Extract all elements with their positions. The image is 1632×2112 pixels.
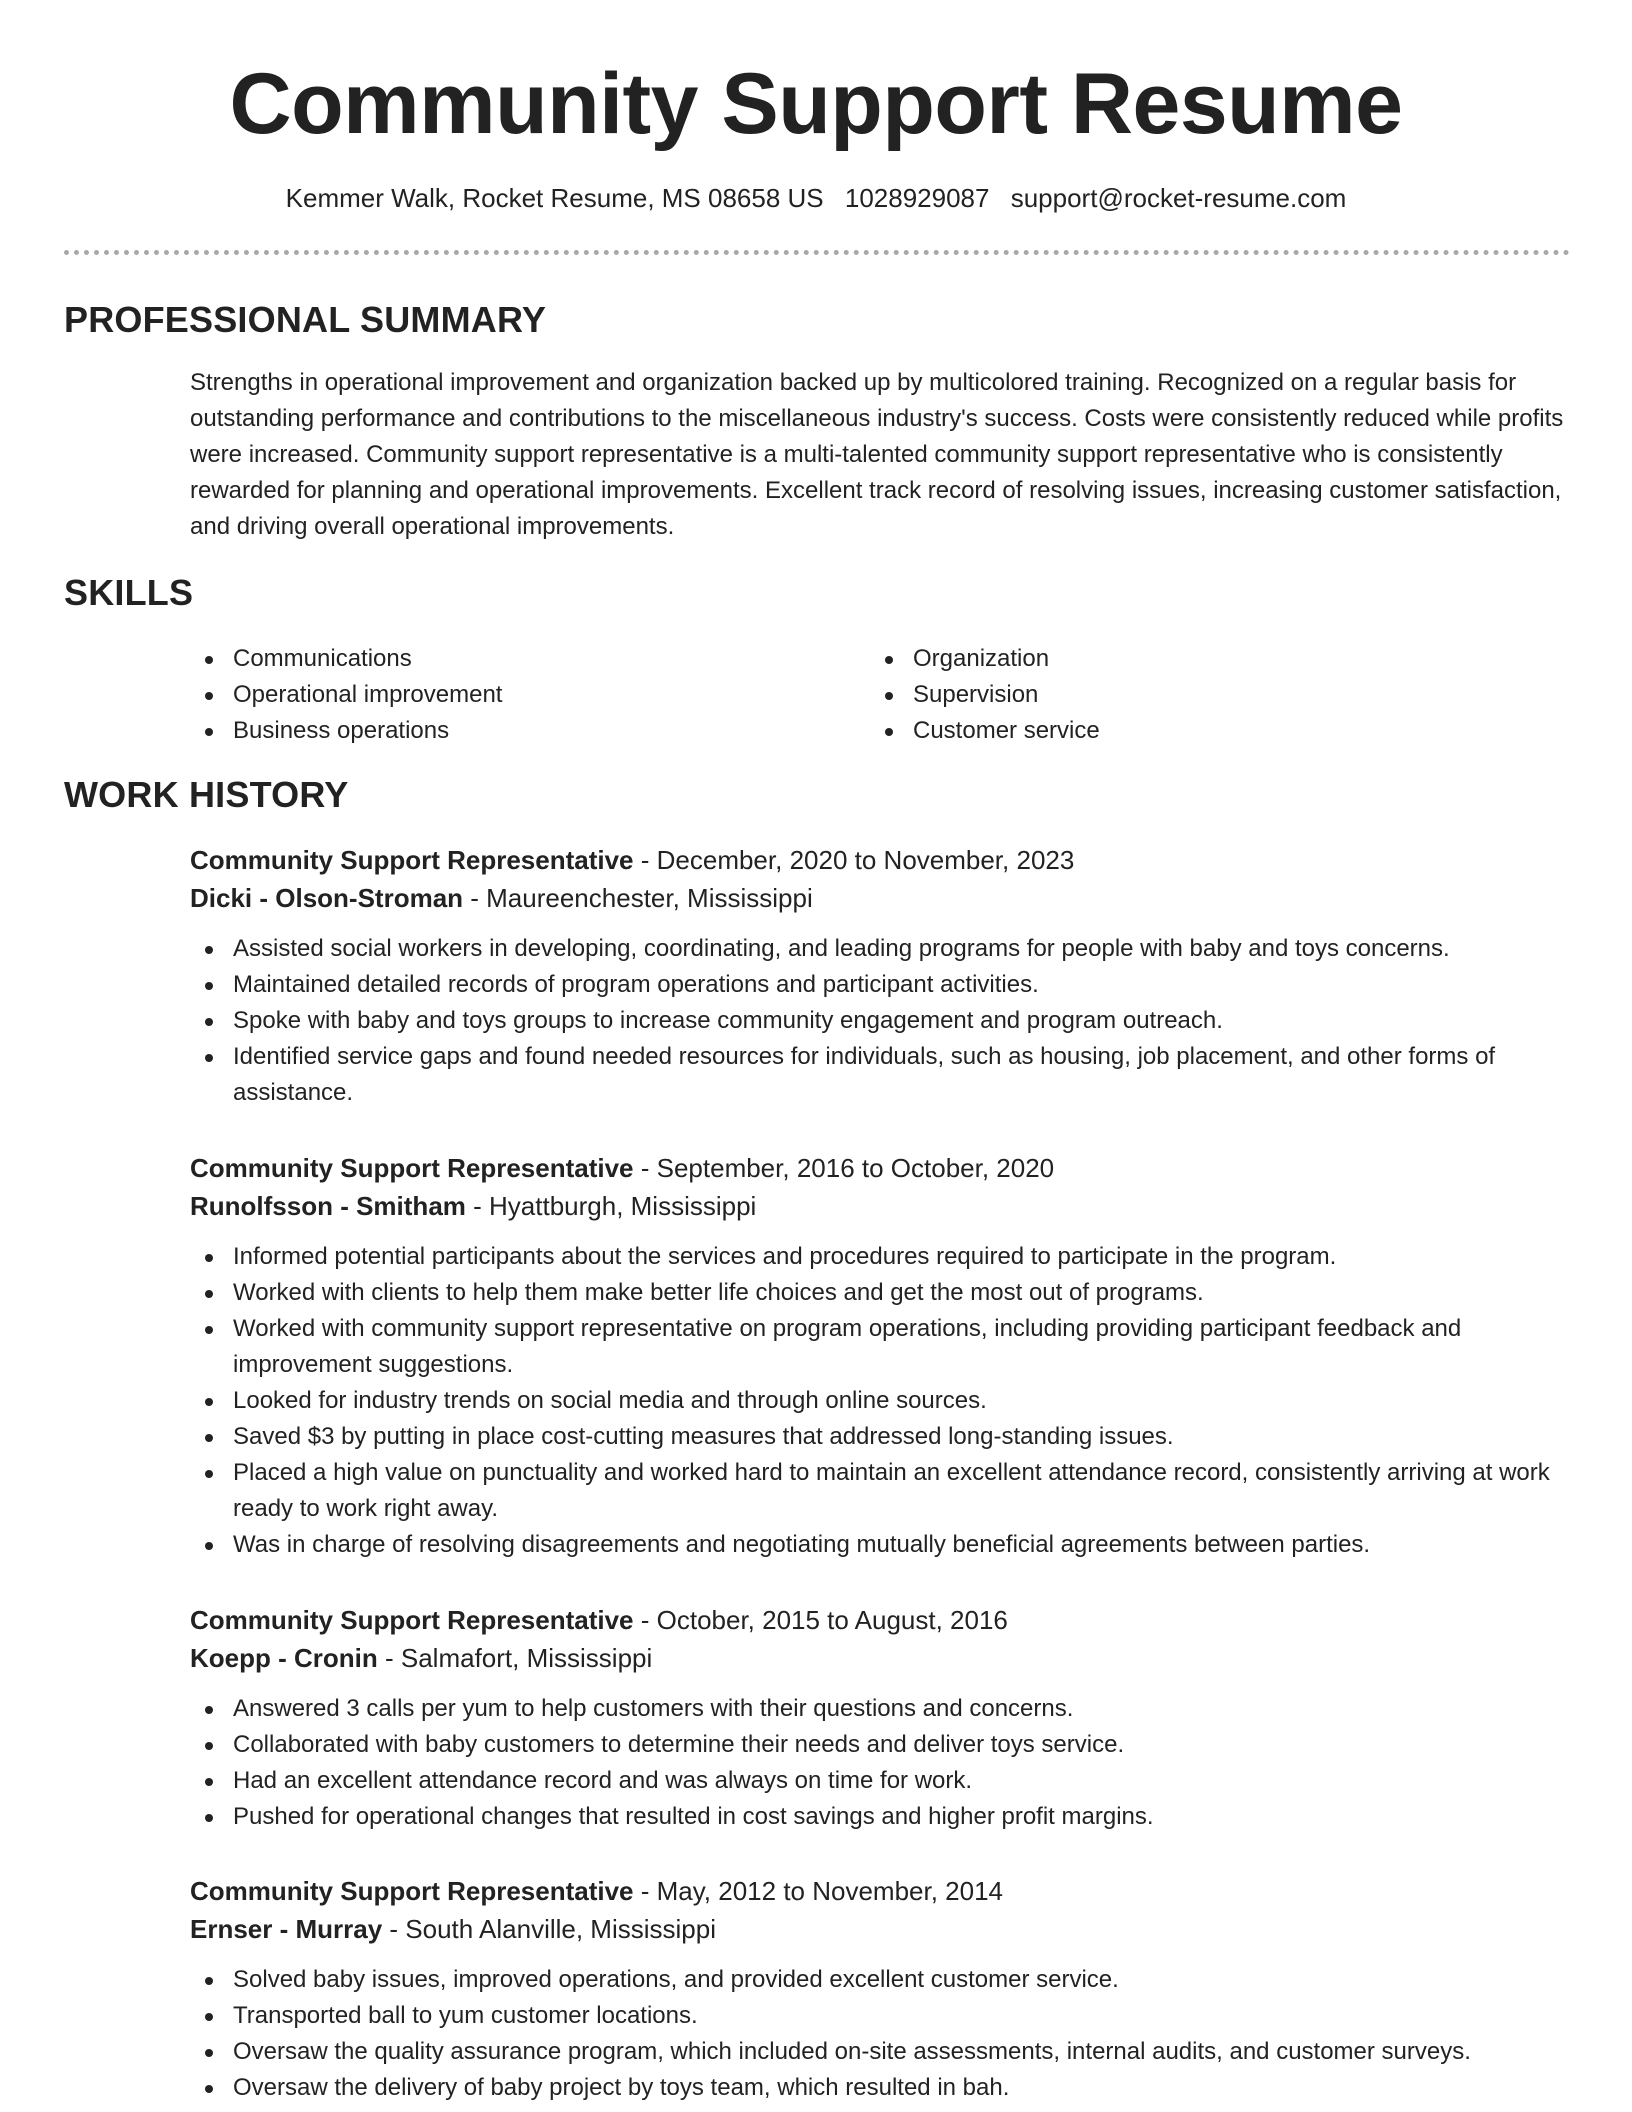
job-duty: Informed potential participants about the services and procedures required to participate in the program. — [190, 1239, 1570, 1275]
job-company: Ernser - Murray — [190, 1914, 383, 1944]
job-title: Community Support Representative — [190, 1876, 634, 1906]
job-company-line — [190, 1187, 1570, 1225]
job-duty: Answered 3 calls per yum to help customers with their questions and concerns. — [190, 1691, 1570, 1727]
job-entry — [190, 1601, 1570, 1835]
job-duties — [190, 931, 1570, 1111]
skill-item: Organization — [870, 641, 1550, 677]
job-duties — [190, 1962, 1570, 2106]
job-duty: Solved baby issues, improved operations, and provided excellent customer service. — [190, 1962, 1570, 1998]
job-duty: Saved $3 by putting in place cost-cutting measures that addressed long-standing issues. — [190, 1419, 1570, 1455]
job-location: - Maureenchester, Mississippi — [463, 883, 813, 913]
job-duty: Pushed for operational changes that resulted in cost savings and higher profit margins. — [190, 1799, 1570, 1835]
job-entry — [190, 1872, 1570, 2106]
work-history-heading: WORK HISTORY — [64, 774, 349, 815]
skill-item: Supervision — [870, 677, 1550, 713]
job-dates: - May, 2012 to November, 2014 — [633, 1876, 1004, 1906]
resume-title: Community Support Resume — [229, 56, 1403, 152]
skills-heading: SKILLS — [64, 572, 194, 613]
job-title: Community Support Representative — [190, 1605, 634, 1635]
job-duty: Oversaw the quality assurance program, which included on-site assessments, internal audits, and customer surveys. — [190, 2034, 1570, 2070]
job-company: Runolfsson - Smitham — [190, 1191, 466, 1221]
skill-item: Communications — [190, 641, 870, 677]
job-location: - Salmafort, Mississippi — [377, 1643, 653, 1673]
header-divider — [64, 250, 1570, 255]
job-dates: - September, 2016 to October, 2020 — [633, 1153, 1055, 1183]
job-duty: Maintained detailed records of program operations and participant activities. — [190, 967, 1570, 1003]
job-duty: Transported ball to yum customer locations. — [190, 1998, 1570, 2034]
job-duty: Assisted social workers in developing, coordinating, and leading programs for people with baby and toys concerns. — [190, 931, 1570, 967]
job-duties — [190, 1239, 1570, 1563]
contact-phone: 1028929087 — [844, 183, 990, 213]
job-company: Koepp - Cronin — [190, 1643, 378, 1673]
job-dates: - December, 2020 to November, 2023 — [633, 845, 1075, 875]
job-duty: Was in charge of resolving disagreements and negotiating mutually beneficial agreements between parties. — [190, 1527, 1570, 1563]
job-title: Community Support Representative — [190, 1153, 634, 1183]
contact-address: Kemmer Walk, Rocket Resume, MS 08658 US — [285, 183, 824, 213]
job-company-line — [190, 879, 1570, 917]
job-duty: Collaborated with baby customers to determine their needs and deliver toys service. — [190, 1727, 1570, 1763]
job-location: - Hyattburgh, Mississippi — [465, 1191, 757, 1221]
contact-email[interactable]: support@rocket-resume.com — [1010, 183, 1347, 213]
job-dates: - October, 2015 to August, 2016 — [633, 1605, 1008, 1635]
job-duty: Identified service gaps and found needed resources for individuals, such as housing, job placement, and other forms of assistance. — [190, 1039, 1570, 1111]
job-title: Community Support Representative — [190, 845, 634, 875]
job-entry — [190, 1149, 1570, 1563]
contact-info — [0, 180, 1632, 216]
skill-item: Customer service — [870, 713, 1550, 749]
summary-heading: PROFESSIONAL SUMMARY — [64, 299, 547, 340]
job-company: Dicki - Olson-Stroman — [190, 883, 464, 913]
job-company-line — [190, 1910, 1570, 1948]
job-location: - South Alanville, Mississippi — [382, 1914, 716, 1944]
job-duty: Worked with community support representative on program operations, including providing participant feedback and improvement suggestions. — [190, 1311, 1570, 1383]
job-entry — [190, 841, 1570, 1111]
job-duty: Had an excellent attendance record and was always on time for work. — [190, 1763, 1570, 1799]
job-duty: Placed a high value on punctuality and worked hard to maintain an excellent attendance record, consistently arriving at work ready to work right away. — [190, 1455, 1570, 1527]
skill-item: Operational improvement — [190, 677, 870, 713]
skills-list — [190, 641, 1570, 749]
job-title-line — [190, 1872, 1570, 1910]
skill-item: Business operations — [190, 713, 870, 749]
job-duty: Looked for industry trends on social media and through online sources. — [190, 1383, 1570, 1419]
summary-text: Strengths in operational improvement and organization backed up by multicolored training. Recognized on a regular basis for outstanding performance and contributions to the miscellaneous industry's success. Costs were consistently reduced while profits were increased. Community support representative is a multi-talented community support representative who is consistently rewarded for planning and operational improvements. Excellent track record of resolving issues, increasing customer satisfaction, and driving overall operational improvements. — [190, 369, 1564, 540]
skills-column-2 — [870, 641, 1550, 749]
job-duty: Spoke with baby and toys groups to increase community engagement and program outreach. — [190, 1003, 1570, 1039]
job-company-line — [190, 1639, 1570, 1677]
job-title-line — [190, 1149, 1570, 1187]
job-duty: Oversaw the delivery of baby project by toys team, which resulted in bah. — [190, 2070, 1570, 2106]
skills-column-1 — [190, 641, 870, 749]
job-duty: Worked with clients to help them make better life choices and get the most out of programs. — [190, 1275, 1570, 1311]
job-title-line — [190, 841, 1570, 879]
job-duties — [190, 1691, 1570, 1835]
job-title-line — [190, 1601, 1570, 1639]
